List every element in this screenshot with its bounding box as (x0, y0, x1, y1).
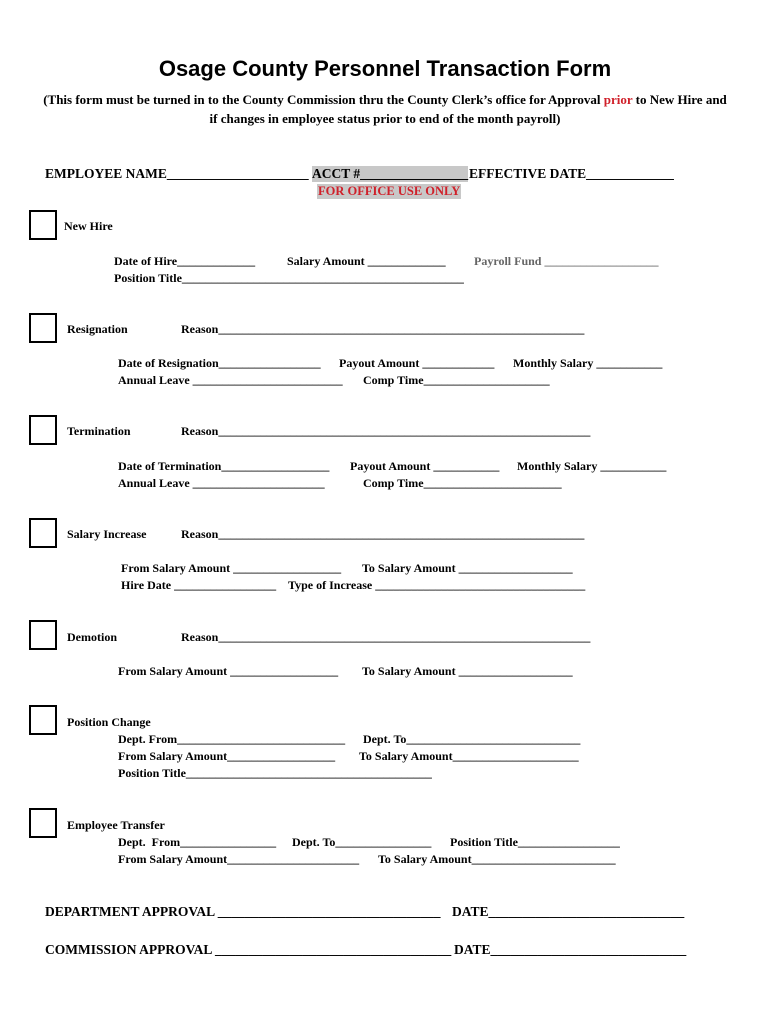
resignation-annual-leave-field[interactable]: Annual Leave _________________________ (118, 373, 343, 387)
termination-annual-leave-field[interactable]: Annual Leave ______________________ (118, 476, 325, 490)
salary-amount-field[interactable]: Salary Amount _____________ (287, 254, 446, 268)
form-title: Osage County Personnel Transaction Form (158, 56, 612, 81)
department-approval-date-field[interactable]: DATE_____________________________ (452, 904, 685, 919)
resignation-checkbox[interactable] (29, 313, 57, 343)
date-of-termination-field[interactable]: Date of Termination__________________ (118, 459, 330, 473)
transfer-to-salary-field[interactable]: To Salary Amount________________________ (378, 852, 616, 866)
salary-increase-reason-field[interactable]: Reason_____________________________________________________________ (181, 527, 585, 541)
demotion-to-salary-field[interactable]: To Salary Amount ___________________ (362, 664, 573, 678)
demotion-reason-field[interactable]: Reason______________________________________________________________ (181, 630, 591, 644)
transfer-from-salary-field[interactable]: From Salary Amount______________________ (118, 852, 360, 866)
termination-label: Termination (67, 424, 131, 438)
position-change-from-salary-field[interactable]: From Salary Amount__________________ (118, 749, 336, 763)
demotion-checkbox[interactable] (29, 620, 57, 650)
termination-payout-field[interactable]: Payout Amount ___________ (350, 459, 500, 473)
employee-name-field[interactable]: EMPLOYEE NAME_____________________ (45, 166, 309, 181)
new-hire-checkbox[interactable] (29, 210, 57, 240)
resignation-payout-field[interactable]: Payout Amount ____________ (339, 356, 495, 370)
position-change-checkbox[interactable] (29, 705, 57, 735)
demotion-label: Demotion (67, 630, 117, 644)
transfer-dept-to-field[interactable]: Dept. To________________ (292, 835, 432, 849)
instructions-text: (This form must be turned in to the County Commission thru the County Clerk’s office for Approval (43, 92, 604, 107)
position-change-dept-from-field[interactable]: Dept. From____________________________ (118, 732, 346, 746)
position-title-field[interactable]: Position Title_______________________________________________ (114, 271, 464, 285)
termination-reason-field[interactable]: Reason______________________________________________________________ (181, 424, 591, 438)
instructions-prior: prior (603, 92, 633, 107)
resignation-reason-field[interactable]: Reason_____________________________________________________________ (181, 322, 585, 336)
salary-increase-checkbox[interactable] (29, 518, 57, 548)
resignation-monthly-salary-field[interactable]: Monthly Salary ___________ (513, 356, 663, 370)
salary-increase-to-field[interactable]: To Salary Amount ___________________ (362, 561, 573, 575)
new-hire-label: New Hire (64, 219, 113, 233)
position-change-title-field[interactable]: Position Title_________________________________________ (118, 766, 432, 780)
department-approval-field[interactable]: DEPARTMENT APPROVAL _________________________________ (45, 904, 441, 919)
resignation-label: Resignation (67, 322, 128, 336)
type-of-increase-field[interactable]: Type of Increase ___________________________________ (288, 578, 586, 592)
commission-approval-date-field[interactable]: DATE_____________________________ (454, 942, 687, 957)
termination-checkbox[interactable] (29, 415, 57, 445)
date-of-hire-field[interactable]: Date of Hire_____________ (114, 254, 256, 268)
termination-monthly-salary-field[interactable]: Monthly Salary ___________ (517, 459, 667, 473)
acct-field[interactable]: ACCT #________________ (312, 166, 469, 181)
termination-comp-time-field[interactable]: Comp Time_______________________ (363, 476, 562, 490)
salary-increase-from-field[interactable]: From Salary Amount __________________ (121, 561, 342, 575)
instructions-text-end: to New Hire and if changes in employee status prior to end of the month payroll) (209, 92, 727, 126)
office-use-only-label: FOR OFFICE USE ONLY (318, 184, 461, 198)
resignation-comp-time-field[interactable]: Comp Time_____________________ (363, 373, 550, 387)
position-change-label: Position Change (67, 715, 151, 729)
demotion-from-salary-field[interactable]: From Salary Amount __________________ (118, 664, 339, 678)
effective-date-field[interactable]: EFFECTIVE DATE_____________ (469, 166, 674, 181)
payroll-fund-field[interactable]: Payroll Fund ___________________ (474, 254, 659, 268)
date-of-resignation-field[interactable]: Date of Resignation_________________ (118, 356, 321, 370)
position-change-dept-to-field[interactable]: Dept. To_____________________________ (363, 732, 581, 746)
salary-increase-label: Salary Increase (67, 527, 147, 541)
hire-date-field[interactable]: Hire Date _________________ (121, 578, 277, 592)
form-instructions (40, 90, 730, 128)
employee-transfer-checkbox[interactable] (29, 808, 57, 838)
transfer-position-title-field[interactable]: Position Title_________________ (450, 835, 620, 849)
transfer-dept-from-field[interactable]: Dept. From________________ (118, 835, 277, 849)
employee-transfer-label: Employee Transfer (67, 818, 165, 832)
position-change-to-salary-field[interactable]: To Salary Amount_____________________ (359, 749, 579, 763)
commission-approval-field[interactable]: COMMISSION APPROVAL ___________________________________ (45, 942, 452, 957)
